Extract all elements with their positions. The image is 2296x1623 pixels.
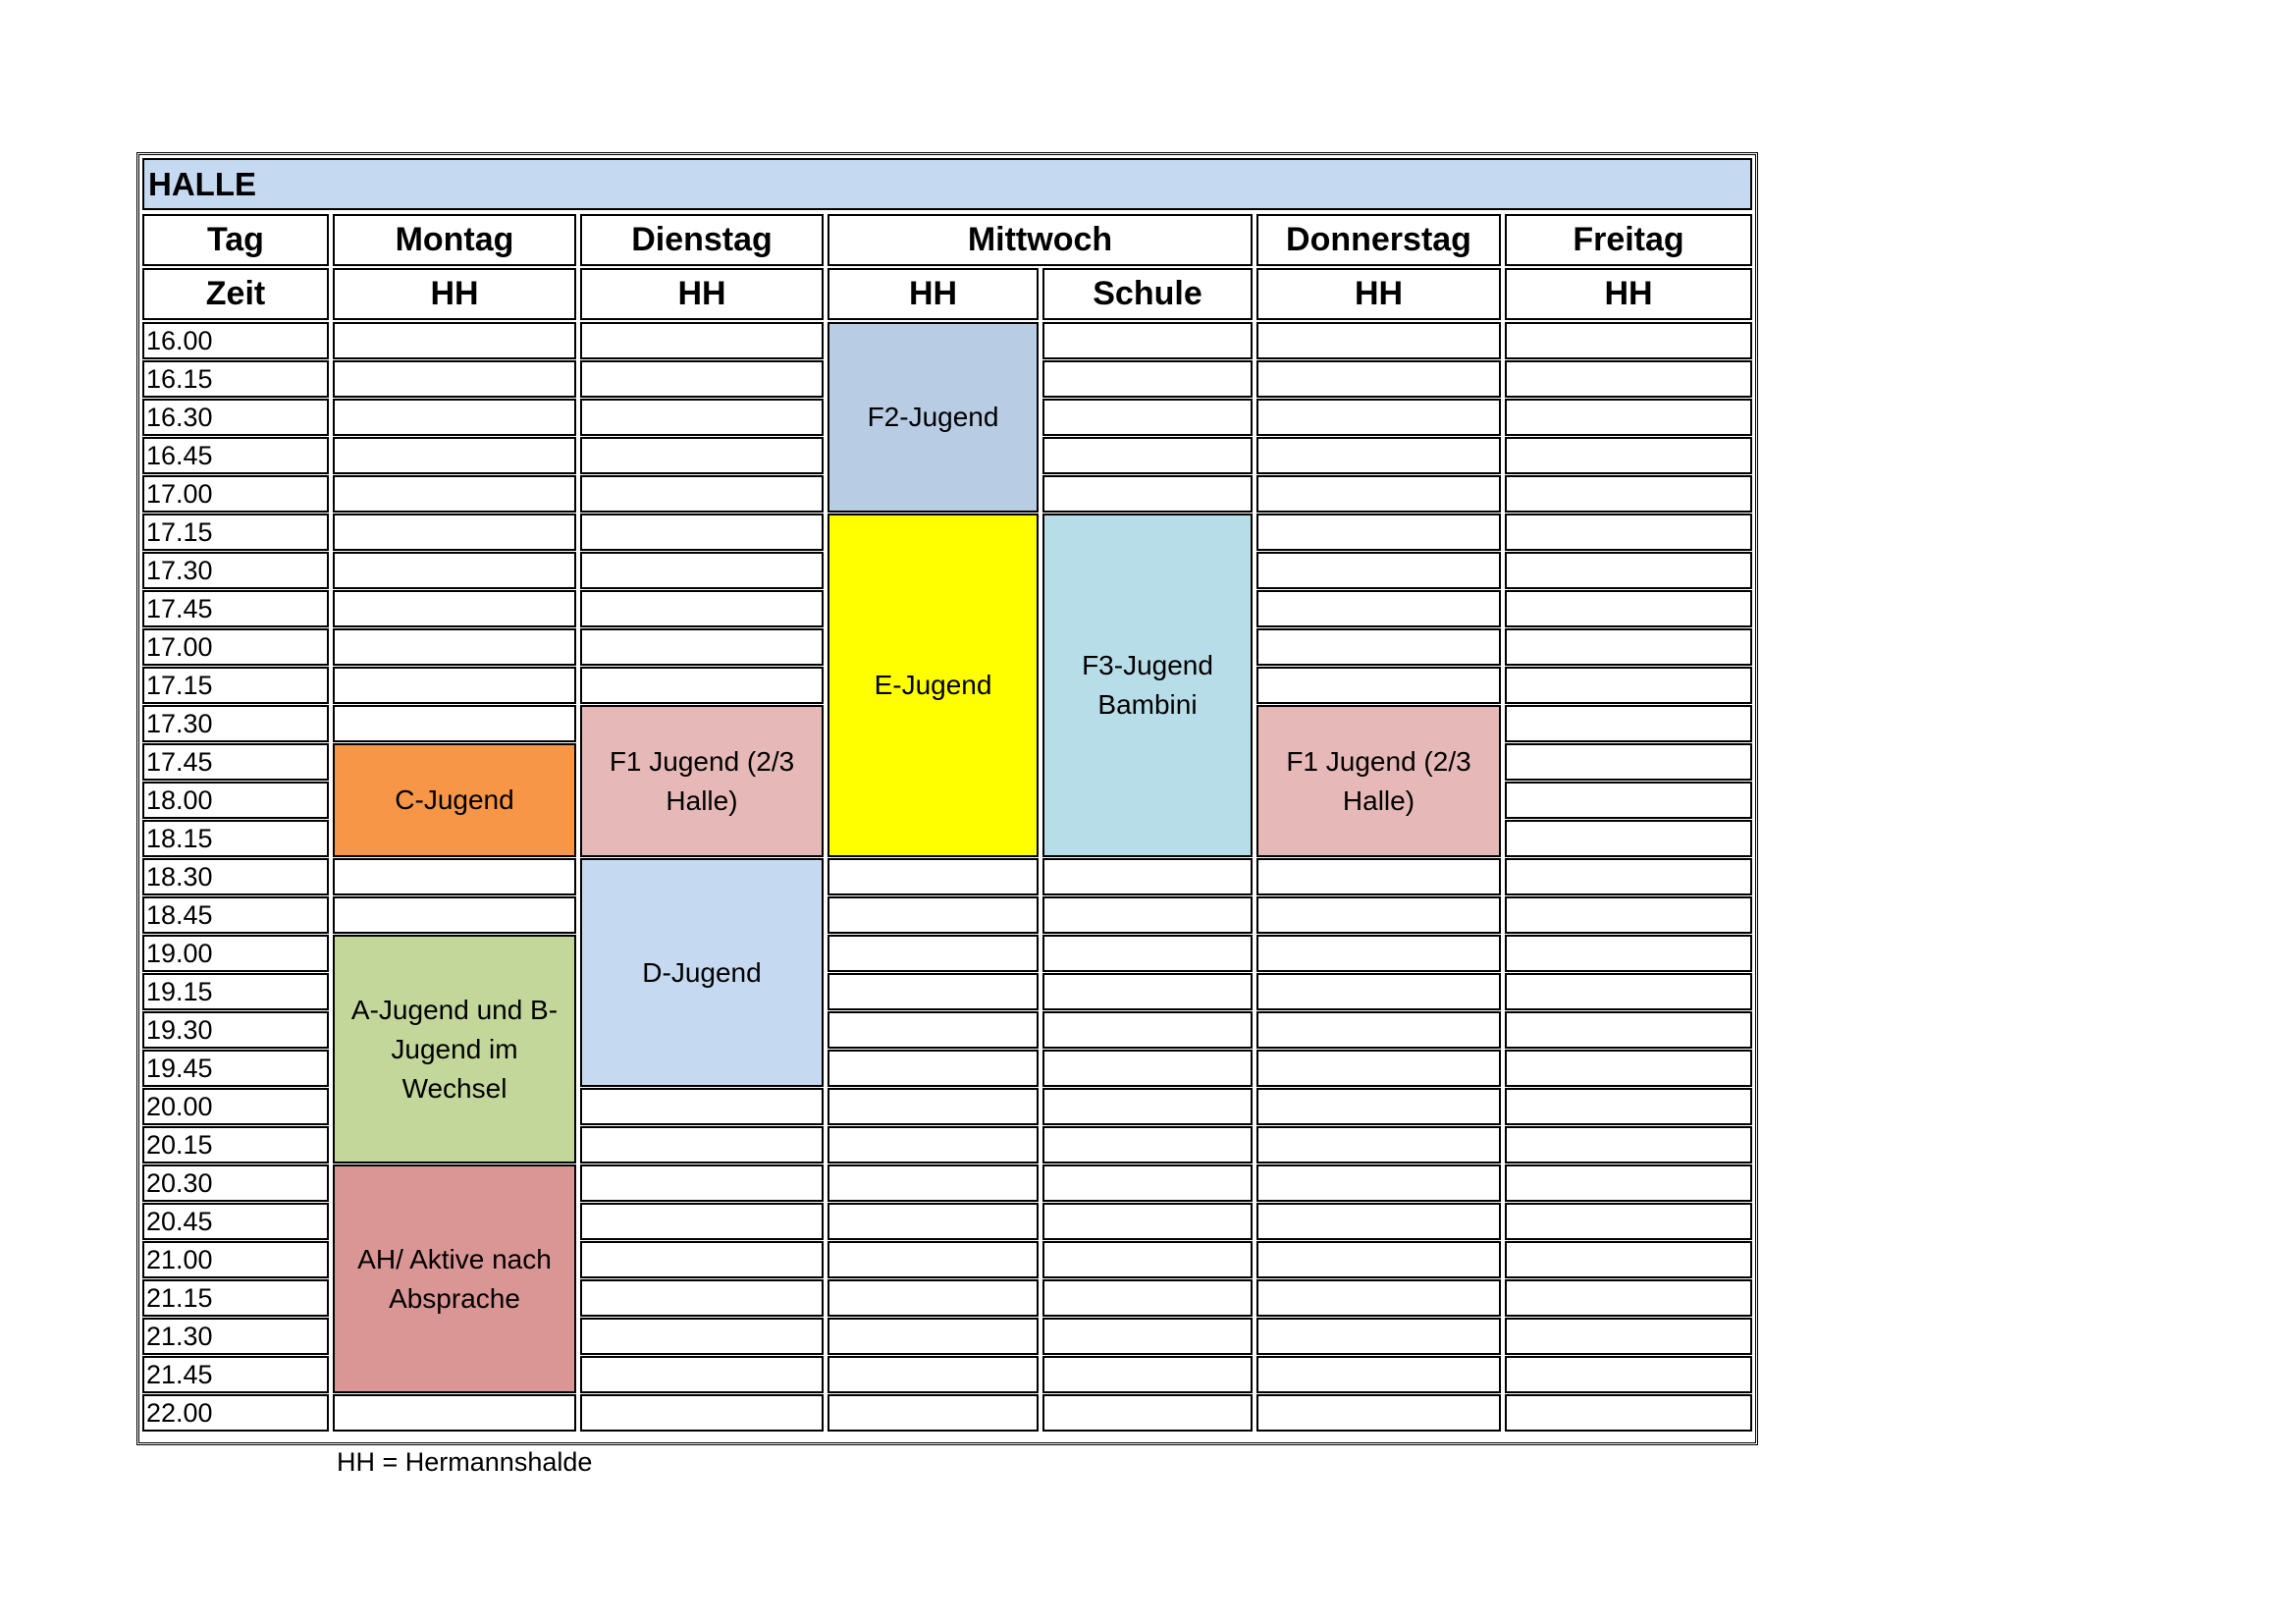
empty-slot (1042, 1088, 1253, 1125)
empty-slot (1256, 935, 1501, 972)
empty-slot (1256, 1011, 1501, 1049)
empty-slot (1042, 360, 1253, 398)
location-header: HH (333, 268, 576, 320)
time-label: 20.15 (142, 1126, 329, 1163)
empty-slot (580, 1241, 824, 1278)
training-block: AH/ Aktive nach Absprache (333, 1164, 576, 1393)
empty-slot (580, 514, 824, 551)
empty-slot (1042, 1126, 1253, 1163)
empty-slot (1505, 628, 1752, 666)
empty-slot (1256, 1356, 1501, 1393)
empty-slot (1256, 437, 1501, 474)
empty-slot (1042, 1164, 1253, 1202)
location-header: HH (828, 268, 1039, 320)
empty-slot (333, 858, 576, 895)
time-label: 19.00 (142, 935, 329, 972)
empty-slot (828, 1164, 1039, 1202)
empty-slot (580, 1203, 824, 1240)
empty-slot (333, 399, 576, 436)
day-header-freitag: Freitag (1505, 214, 1752, 266)
empty-slot (1505, 1241, 1752, 1278)
empty-slot (1256, 973, 1501, 1010)
empty-slot (828, 1279, 1039, 1317)
day-header-montag: Montag (333, 214, 576, 266)
time-label: 17.30 (142, 552, 329, 589)
empty-slot (1256, 1279, 1501, 1317)
time-label: 18.00 (142, 782, 329, 819)
schedule-table (136, 152, 1758, 1445)
empty-slot (1256, 628, 1501, 666)
empty-slot (1505, 475, 1752, 513)
empty-slot (1505, 437, 1752, 474)
empty-slot (1256, 1088, 1501, 1125)
empty-slot (828, 1394, 1039, 1432)
empty-slot (1256, 360, 1501, 398)
empty-slot (1256, 858, 1501, 895)
empty-slot (333, 360, 576, 398)
time-label: 17.45 (142, 590, 329, 627)
day-header-donnerstag: Donnerstag (1256, 214, 1501, 266)
empty-slot (1505, 1203, 1752, 1240)
time-label: 22.00 (142, 1394, 329, 1432)
empty-slot (580, 360, 824, 398)
empty-slot (1505, 743, 1752, 781)
empty-slot (580, 1356, 824, 1393)
empty-slot (333, 475, 576, 513)
empty-slot (1505, 1394, 1752, 1432)
tag-header: Tag (142, 214, 329, 266)
empty-slot (828, 973, 1039, 1010)
empty-slot (1505, 782, 1752, 819)
time-label: 17.30 (142, 705, 329, 742)
empty-slot (1256, 590, 1501, 627)
empty-slot (333, 514, 576, 551)
empty-slot (1505, 667, 1752, 704)
empty-slot (1505, 1356, 1752, 1393)
legend-note: HH = Hermannshalde (337, 1447, 593, 1477)
time-label: 18.15 (142, 820, 329, 857)
empty-slot (333, 628, 576, 666)
empty-slot (1505, 705, 1752, 742)
empty-slot (1042, 935, 1253, 972)
time-label: 17.00 (142, 475, 329, 513)
empty-slot (828, 1126, 1039, 1163)
empty-slot (1505, 360, 1752, 398)
time-label: 16.30 (142, 399, 329, 436)
location-header: HH (580, 268, 824, 320)
empty-slot (333, 590, 576, 627)
empty-slot (580, 437, 824, 474)
empty-slot (1256, 514, 1501, 551)
time-label: 21.15 (142, 1279, 329, 1317)
empty-slot (1256, 667, 1501, 704)
empty-slot (1505, 590, 1752, 627)
empty-slot (1042, 1011, 1253, 1049)
training-block: D-Jugend (580, 858, 824, 1087)
day-header-dienstag: Dienstag (580, 214, 824, 266)
empty-slot (580, 1318, 824, 1355)
empty-slot (580, 1279, 824, 1317)
day-header-mittwoch: Mittwoch (828, 214, 1253, 266)
location-header: HH (1505, 268, 1752, 320)
empty-slot (1042, 1318, 1253, 1355)
empty-slot (580, 1164, 824, 1202)
training-block: F1 Jugend (2/3 Halle) (580, 705, 824, 857)
empty-slot (333, 667, 576, 704)
training-block: F1 Jugend (2/3 Halle) (1256, 705, 1501, 857)
empty-slot (828, 1050, 1039, 1087)
empty-slot (828, 896, 1039, 934)
training-block: E-Jugend (828, 514, 1039, 857)
empty-slot (1042, 1050, 1253, 1087)
empty-slot (333, 896, 576, 934)
empty-slot (1505, 1088, 1752, 1125)
empty-slot (580, 552, 824, 589)
empty-slot (1042, 1279, 1253, 1317)
empty-slot (1256, 1164, 1501, 1202)
time-label: 17.00 (142, 628, 329, 666)
empty-slot (1505, 858, 1752, 895)
empty-slot (1505, 973, 1752, 1010)
empty-slot (1505, 1279, 1752, 1317)
empty-slot (1505, 1164, 1752, 1202)
empty-slot (333, 1394, 576, 1432)
location-header: HH (1256, 268, 1501, 320)
empty-slot (1505, 322, 1752, 359)
empty-slot (333, 705, 576, 742)
empty-slot (1042, 896, 1253, 934)
time-label: 16.15 (142, 360, 329, 398)
time-label: 17.15 (142, 667, 329, 704)
empty-slot (580, 590, 824, 627)
time-label: 21.00 (142, 1241, 329, 1278)
time-label: 19.45 (142, 1050, 329, 1087)
empty-slot (1042, 322, 1253, 359)
empty-slot (828, 1088, 1039, 1125)
time-label: 18.30 (142, 858, 329, 895)
zeit-header: Zeit (142, 268, 329, 320)
time-label: 19.30 (142, 1011, 329, 1049)
empty-slot (580, 399, 824, 436)
time-label: 17.45 (142, 743, 329, 781)
empty-slot (1505, 552, 1752, 589)
empty-slot (1256, 1126, 1501, 1163)
empty-slot (1256, 1241, 1501, 1278)
empty-slot (1042, 973, 1253, 1010)
empty-slot (828, 1203, 1039, 1240)
empty-slot (828, 1241, 1039, 1278)
empty-slot (1505, 1318, 1752, 1355)
empty-slot (1042, 399, 1253, 436)
empty-slot (1256, 322, 1501, 359)
time-label: 19.15 (142, 973, 329, 1010)
empty-slot (828, 1356, 1039, 1393)
empty-slot (580, 1126, 824, 1163)
empty-slot (580, 1394, 824, 1432)
time-label: 20.45 (142, 1203, 329, 1240)
empty-slot (828, 1318, 1039, 1355)
time-label: 20.30 (142, 1164, 329, 1202)
empty-slot (580, 667, 824, 704)
empty-slot (580, 628, 824, 666)
empty-slot (333, 322, 576, 359)
empty-slot (1256, 1318, 1501, 1355)
empty-slot (1256, 399, 1501, 436)
empty-slot (1256, 552, 1501, 589)
empty-slot (333, 437, 576, 474)
time-label: 21.45 (142, 1356, 329, 1393)
empty-slot (1505, 1011, 1752, 1049)
time-label: 16.45 (142, 437, 329, 474)
empty-slot (1256, 475, 1501, 513)
empty-slot (1042, 437, 1253, 474)
empty-slot (580, 322, 824, 359)
empty-slot (1256, 1050, 1501, 1087)
empty-slot (1042, 1394, 1253, 1432)
empty-slot (1505, 1050, 1752, 1087)
empty-slot (1505, 935, 1752, 972)
training-block: F3-Jugend Bambini (1042, 514, 1253, 857)
training-block: F2-Jugend (828, 322, 1039, 513)
time-label: 17.15 (142, 514, 329, 551)
empty-slot (1505, 1126, 1752, 1163)
time-label: 20.00 (142, 1088, 329, 1125)
empty-slot (828, 858, 1039, 895)
empty-slot (1505, 514, 1752, 551)
empty-slot (1505, 399, 1752, 436)
empty-slot (1042, 1203, 1253, 1240)
empty-slot (1256, 1394, 1501, 1432)
empty-slot (1505, 896, 1752, 934)
training-block: C-Jugend (333, 743, 576, 857)
table-title: HALLE (142, 158, 1752, 210)
empty-slot (580, 475, 824, 513)
training-block: A-Jugend und B- Jugend im Wechsel (333, 935, 576, 1163)
empty-slot (828, 1011, 1039, 1049)
empty-slot (1042, 1241, 1253, 1278)
time-label: 18.45 (142, 896, 329, 934)
empty-slot (1042, 858, 1253, 895)
empty-slot (580, 1088, 824, 1125)
empty-slot (1042, 1356, 1253, 1393)
time-label: 16.00 (142, 322, 329, 359)
empty-slot (1505, 820, 1752, 857)
empty-slot (333, 552, 576, 589)
empty-slot (828, 935, 1039, 972)
time-label: 21.30 (142, 1318, 329, 1355)
location-header: Schule (1042, 268, 1253, 320)
empty-slot (1256, 1203, 1501, 1240)
empty-slot (1042, 475, 1253, 513)
empty-slot (1256, 896, 1501, 934)
